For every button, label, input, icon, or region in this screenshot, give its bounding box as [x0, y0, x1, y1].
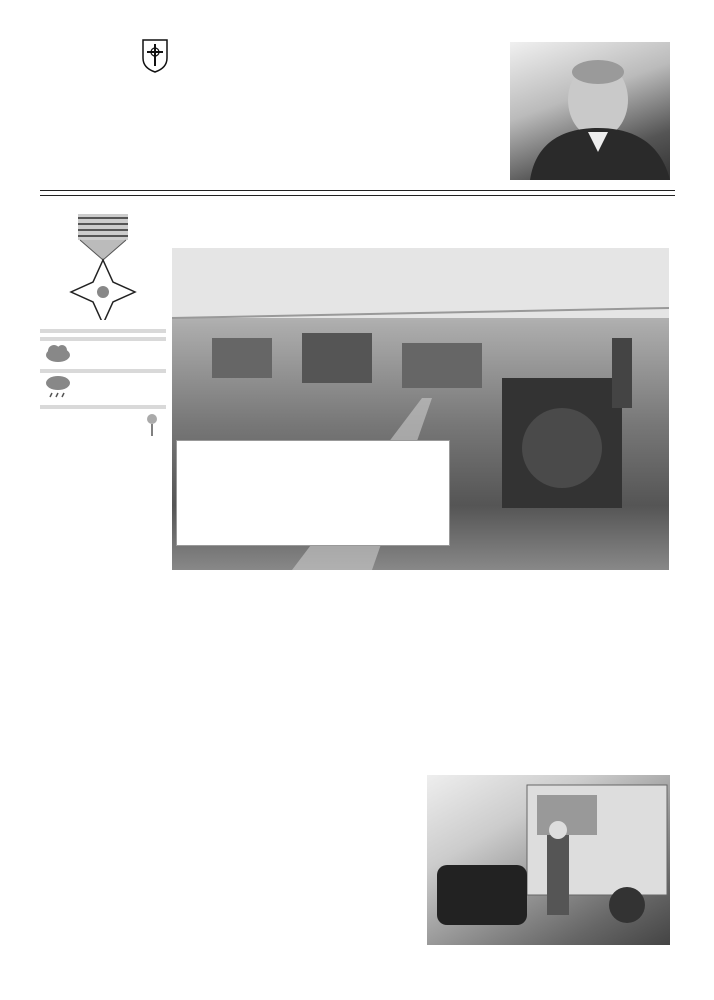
weather-today	[40, 373, 166, 401]
sidebar	[40, 208, 166, 437]
portrait-figure-icon	[510, 42, 670, 180]
dateline	[40, 190, 675, 196]
fire-truck-scene-icon	[427, 775, 670, 945]
rain-cloud-icon	[44, 373, 72, 401]
fire-truck-photo[interactable]	[427, 775, 670, 945]
order-medal-icon	[40, 212, 166, 320]
flower-icon	[138, 409, 166, 437]
cloudy-icon	[44, 341, 72, 365]
portrait-photo[interactable]	[510, 42, 670, 180]
investment-chart	[176, 440, 450, 546]
rit-section-label	[40, 329, 166, 333]
weather-tomorrow	[40, 341, 166, 365]
sidebar-story-memorial[interactable]	[40, 212, 166, 325]
city-crest-icon	[140, 38, 170, 74]
chart-canvas	[177, 441, 451, 547]
